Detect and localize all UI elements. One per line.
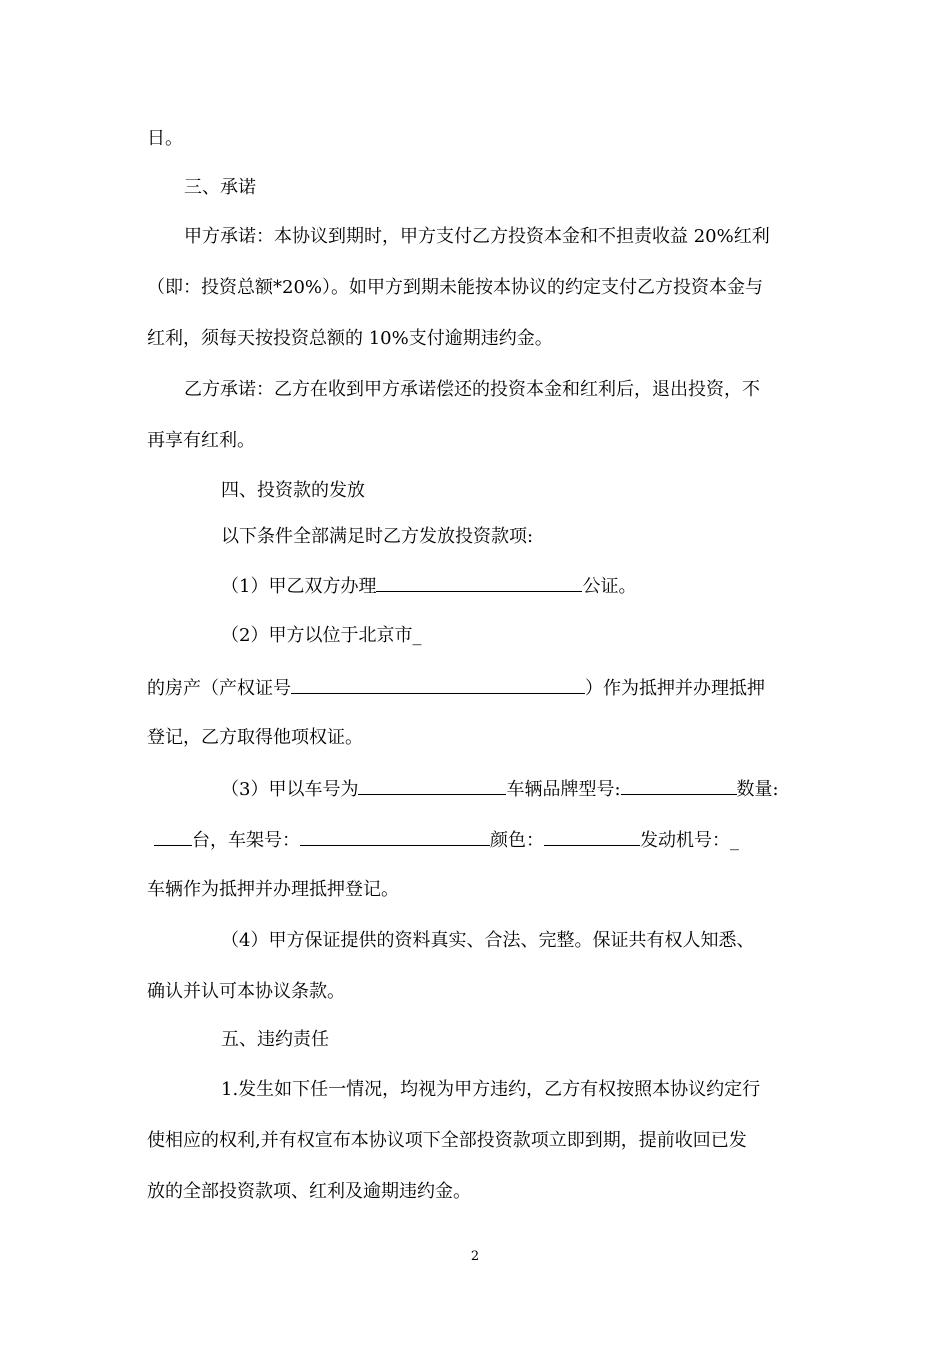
fill-blank <box>358 776 506 795</box>
paragraph-line: 日。 <box>147 128 183 149</box>
paragraph-line: 登记，乙方取得他项权证。 <box>147 727 363 748</box>
section-heading: 四、投资款的发放 <box>221 480 365 501</box>
condition-line <box>221 573 636 599</box>
paragraph-line: （即：投资总额*20%）。如甲方到期未能按本协议的约定支付乙方投资本金与 <box>147 277 764 298</box>
paragraph-line: 乙方承诺：乙方在收到甲方承诺偿还的投资本金和红利后，退出投资，不 <box>184 379 760 400</box>
paragraph-line: 1.发生如下任一情况，均视为甲方违约，乙方有权按照本协议约定行 <box>221 1079 761 1100</box>
condition-line <box>221 776 779 802</box>
fill-blank <box>621 776 737 795</box>
text-segment: （3）甲以车号为 <box>221 779 359 800</box>
fill-blank <box>291 675 585 694</box>
text-segment: 公证。 <box>582 576 637 597</box>
text-segment: 数量: <box>736 779 779 800</box>
section-heading: 三、承诺 <box>184 177 256 198</box>
fill-blank <box>376 573 582 592</box>
paragraph-line: 红利，须每天按投资总额的 10%支付逾期违约金。 <box>147 328 553 349</box>
condition-line <box>154 827 739 853</box>
text-segment: 发动机号：_ <box>640 830 739 851</box>
paragraph-line: 再享有红利。 <box>147 430 255 451</box>
text-segment: ）作为抵押并办理抵押 <box>585 678 765 699</box>
text-segment: 台，车架号： <box>192 830 300 851</box>
text-segment: （1）甲乙双方办理 <box>221 576 377 597</box>
paragraph-line: 以下条件全部满足时乙方发放投资款项: <box>221 526 534 547</box>
paragraph-line: （4）甲方保证提供的资料真实、合法、完整。保证共有权人知悉、 <box>221 930 755 951</box>
paragraph-line: 放的全部投资款项、红利及逾期违约金。 <box>147 1181 471 1202</box>
fill-blank <box>154 827 192 846</box>
paragraph-line: 使相应的权利,并有权宣布本协议项下全部投资款项立即到期，提前收回已发 <box>147 1130 747 1151</box>
condition-line: （2）甲方以位于北京市_ <box>221 625 422 646</box>
page-number: 2 <box>470 1249 480 1264</box>
text-segment: 车辆品牌型号: <box>506 779 621 800</box>
paragraph-line: 车辆作为抵押并办理抵押登记。 <box>147 879 399 900</box>
text-segment: 颜色： <box>490 830 544 851</box>
fill-blank <box>300 827 490 846</box>
section-heading: 五、违约责任 <box>221 1029 329 1050</box>
text-segment: 的房产（产权证号 <box>147 678 291 699</box>
fill-blank <box>544 827 640 846</box>
paragraph-line: 甲方承诺：本协议到期时，甲方支付乙方投资本金和不担责收益 20%红利 <box>184 226 770 247</box>
paragraph-line: 确认并认可本协议条款。 <box>147 981 345 1002</box>
condition-line <box>147 675 765 701</box>
